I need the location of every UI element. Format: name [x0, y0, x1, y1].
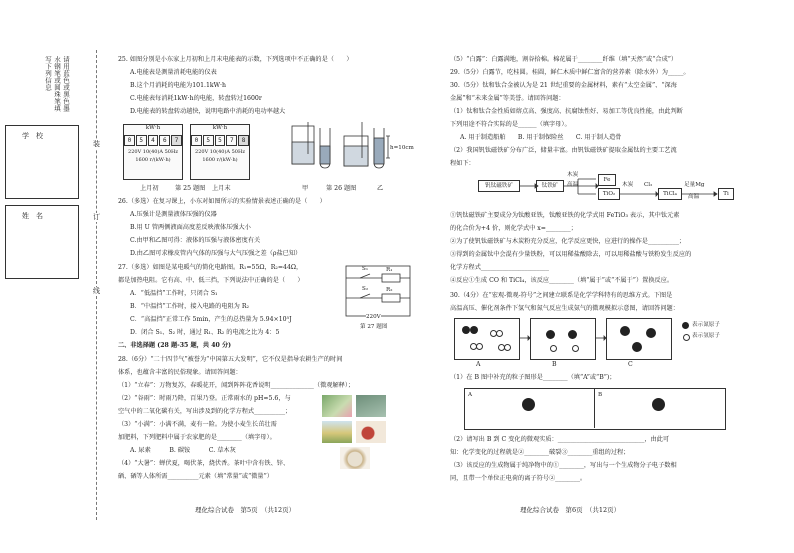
meter-digit: 0: [124, 135, 135, 146]
q31-answer-2: （2）请写出 B 到 C 变化的微观实质：____________________________，由此可: [450, 436, 670, 443]
circuit-r2: R₂: [386, 287, 393, 293]
reaction-arrows: [518, 333, 608, 343]
q27-option-a: A．“低温挡”工作时，只闭合 S₁: [130, 290, 218, 297]
meter-spec: 220V 10(40)A 50Hz: [195, 148, 245, 155]
meter-digit: 6: [159, 135, 170, 146]
page-footer-left: 理化综合试卷 第5页 （共12页）: [195, 506, 296, 514]
fig27-caption: 第 27 题图: [360, 324, 388, 330]
q29-line5: 下列用途不符合实际的是______（填字母）。: [450, 121, 571, 128]
hydrogen-atom: [496, 330, 503, 337]
season-photo-spring: [322, 395, 352, 417]
binding-mark-ding: 订: [93, 213, 100, 221]
season-photo-wheat: [322, 421, 352, 443]
q30-line2: 的化合价为+4 价，则化学式中 x=________；: [450, 225, 577, 232]
q28-item5: （5）“白露”：白露满地，割谷拾棉。棉花属于________纤维（填“天然”或“合成”）: [450, 56, 678, 63]
season-photo-tea: [340, 447, 370, 469]
q31-answer-1: （1）在 B 图中补充的粒子图形是________（填“A”或“B”)；: [450, 374, 616, 381]
panel-label-c: C: [628, 361, 633, 368]
meter-digit: 5: [136, 135, 147, 146]
q25-option-c: C.电能表每消耗1kW·h的电能，转盘转过1600r: [130, 95, 262, 102]
q26-option-b: B.用 U 管两侧液面高度差反映液体压强大小: [130, 224, 251, 231]
q29-options: A. 用于制造船舶 B. 用于制保险丝 C. 用于制人造骨: [460, 134, 622, 141]
margin-instructions: 请用蓝色或黑色墨水钢笔或圆珠笔填写下列信息: [44, 56, 70, 112]
nitrogen-atom: [652, 398, 665, 411]
meter-unit: kW·h: [145, 125, 161, 131]
q30-line1: ①钒钛磁铁矿主要成分为钛酸亚铁，钛酸亚铁的化学式用 FeTiO₃ 表示，其中钛元素: [450, 212, 680, 219]
q28-item2: （2）“谷雨”：时雨乃降，百果乃登。正常雨水的 pH≈5.6，与: [118, 395, 291, 402]
option-label-b: B: [598, 392, 603, 398]
electric-meter-start: [123, 124, 183, 180]
nitrogen-atom: [546, 330, 555, 339]
q25-option-a: A.电能表是测量消耗电能的仪表: [130, 69, 217, 76]
q26-option-a: A.压强计是测量液体压强的仪器: [130, 211, 217, 218]
q28-item3b: 加肥料，下列肥料中属于农家肥的是________（填字母）。: [118, 434, 276, 441]
season-photo-rain: [356, 395, 386, 417]
nitrogen-atom: [522, 398, 535, 411]
circuit-r1: R₁: [386, 267, 393, 273]
q28-item4b: 硒、硒等人体所需__________元素（填“常量”或“微量”）: [118, 473, 273, 480]
q31-answer-5: 同，且带一个单位正电荷的离子符号②________。: [450, 475, 587, 482]
q27-stem: 27.（多选）如图是某电暖气的简化电路图。R₁=55Ω，R₂=44Ω，: [118, 264, 303, 271]
binding-line: [96, 50, 97, 520]
meter-unit: kW·h: [212, 125, 228, 131]
school-field[interactable]: [5, 125, 79, 199]
molecule-panel-c: [606, 318, 672, 360]
flow-label: 高温: [567, 182, 579, 188]
season-photo-fruit: [356, 421, 386, 443]
q26-stem: 26.（多选）在复习课上，小东对如图所示的实验情景表述正确的是（ ）: [118, 198, 326, 205]
section-heading: 二、非选择题 (28 题-35 题，共 40 分): [118, 342, 232, 349]
option-label-a: A: [468, 392, 473, 398]
school-label: 学 校: [22, 132, 43, 140]
q31-answer-4: （3）该反应的生成物属于纯净物中的①________，写出与一个生成物分子电子数相: [450, 462, 677, 469]
meter-spec: 220V 10(40)A 50Hz: [128, 148, 178, 155]
hydrogen-atom: [550, 345, 557, 352]
flow-node-ticl4: TiCl₄: [658, 188, 682, 200]
ammonia-molecule: [646, 328, 656, 338]
panel-label-a: A: [476, 361, 481, 368]
flow-label: 木炭: [567, 172, 579, 178]
flow-node-tio2: TiO₂: [598, 188, 620, 200]
flow-node-ti: Ti: [718, 188, 734, 200]
q30-line3: ②为了使钒钛磁铁矿与木炭粉充分反应，化学反应更快，应进行的操作是__________；: [450, 238, 686, 245]
hydrogen-atom: [476, 343, 483, 350]
flow-node-fe: Fe: [598, 174, 616, 186]
q26-option-d: D.由乙图可求橡皮管内气体的压强与大气压强之差（ρ盐已知）: [130, 250, 302, 257]
legend-nitrogen-icon: [682, 322, 689, 329]
fig26-caption: 第 26 题图: [326, 185, 357, 192]
meter-caption-start: 上月初: [140, 185, 159, 192]
q28-options: A. 尿素 B. 碳铵 C. 草木灰: [130, 447, 236, 454]
q28-line2: 体系，也蕴含丰富的民俗现象。请回答问题：: [118, 369, 242, 376]
q29-line4: （1）钛和钛合金性质如熔点高、强度高、抗腐蚀性好、易加工等优良性能，由此判断: [450, 108, 683, 115]
circuit-s1: S₁: [362, 266, 369, 272]
fig26-label-a: 甲: [302, 185, 309, 192]
molecule-panel-a: [454, 318, 520, 360]
nitrogen-atom: [470, 326, 478, 334]
flow-label: 木炭: [622, 182, 634, 188]
binding-mark-xian: 线: [93, 287, 100, 295]
q31-answer-3: 知：化学变化的过程就是②________破裂③________重组的过程；: [450, 449, 630, 456]
panel-label-b: B: [552, 361, 557, 368]
circuit-voltage: 220V: [366, 314, 381, 320]
q28-item2b: 空气中的二氧化碳有关，写出涉及到的化学方程式__________；: [118, 408, 292, 415]
meter-digit: 7: [226, 135, 237, 146]
pressure-gauge-figure: [290, 118, 400, 180]
option-divider: [594, 388, 595, 428]
q31-line2: 高温高压、催化剂条件下氢气和氮气反应生成氨气的微观模拟示意图，请回答问题：: [450, 305, 679, 312]
flow-label: 高温: [688, 194, 700, 200]
legend-nitrogen: 表示氮原子: [692, 322, 720, 328]
electric-meter-end: [190, 124, 250, 180]
hydrogen-atom: [504, 344, 511, 351]
option-figure-box: [464, 388, 726, 430]
meter-digit: 0: [191, 135, 202, 146]
q25-option-b: B.这个月消耗的电能为101.1kW·h: [130, 82, 226, 89]
flow-label: Cl₂: [644, 182, 653, 188]
q27-option-c: C．“高温挡”正常工作 5min，产生的总热量为 5.94×10⁵J: [130, 316, 292, 323]
fig26-label-b: 乙: [377, 185, 384, 192]
name-label: 姓 名: [22, 212, 43, 220]
q28-line1: 28.（6分）“二十四节气”被誉为“中国第五大发明”，它不仅是指导农耕生产的时间: [118, 356, 343, 363]
q29-line1: 29.（5分）白露节，吃桂圆。桂圆，鲜仁木质中鲜仁富含的营养素（除水外）为_____。: [450, 69, 690, 76]
binding-mark-zhuang: 装: [93, 140, 100, 148]
legend-hydrogen: 表示氢原子: [692, 333, 720, 339]
flow-node-ore: 钒钛磁铁矿: [478, 180, 520, 192]
q25-option-d: D.电能表的转盘转动越快，说明电路中消耗的电功率越大: [130, 108, 286, 115]
ammonia-molecule: [620, 326, 630, 336]
meter-digit: 4: [148, 135, 159, 146]
meter-digit: 8: [238, 135, 249, 146]
nitrogen-atom: [568, 330, 577, 339]
ammonia-molecule: [632, 342, 642, 352]
page-footer-right: 理化综合试卷 第6页 （共12页）: [520, 506, 621, 514]
q29-line3: 金属”和“未来金属”等美誉。请回答问题：: [450, 95, 565, 102]
q28-item3: （3）“小满”：小满不满，麦有一险。为使小麦生长茁壮需: [118, 421, 277, 428]
q28-item4: （4）“大暑”：蝉伏夏，喝伏茶，烧伏香。茶叶中含有铁、锌、: [118, 460, 290, 467]
q30-line4: ③得到的金属钛中会混有少量铁粉，可以用稀盐酸除去，可以用稀盐酸与铁粉发生反应的: [450, 251, 692, 258]
q25-stem: 25. 如图分别是小东家上月初和上月末电能表的示数，下列选项中不正确的是（ ）: [118, 56, 353, 63]
q27-option-b: B．“中温挡”工作时，接入电路的电阻为 R₂: [130, 303, 249, 310]
flow-node-ilmenite: 钛铁矿: [536, 180, 564, 192]
q27-option-d: D．闭合 S₁、S₂ 时，通过 R₁、R₂ 的电流之比为 4：5: [130, 329, 280, 336]
meter-revs: 1600 r/(kW·h): [202, 157, 238, 164]
legend-hydrogen-icon: [683, 334, 690, 341]
nitrogen-atom: [462, 326, 470, 334]
q30-line6: ④反应①生成 CO 和 TiCl₄，该反应________（填“属于”或“不属于”）置换反应。: [450, 277, 674, 284]
q29-line6: （2）我国钒钛磁铁矿分布广泛，储量丰富。由钒钛磁铁矿提取金属钛的主要工艺流: [450, 147, 677, 154]
fig26-h-label: h=10cm: [390, 145, 414, 151]
fig25-caption: 第 25 题图: [175, 185, 206, 192]
meter-digit: 5: [203, 135, 214, 146]
meter-caption-end: 上月末: [212, 185, 231, 192]
flow-arrows: [518, 176, 718, 206]
meter-digit: 5: [215, 135, 226, 146]
name-field[interactable]: [5, 205, 79, 279]
meter-digit: 7: [171, 135, 182, 146]
q26-option-c: C.由甲和乙图可得：液体的压强与液体密度有关: [130, 237, 261, 244]
meter-revs: 1600 r/(kW·h): [135, 157, 171, 164]
q29-line2: 30.（5分）钛和钛合金被认为是 21 世纪重要的金属材料，素有“太空金属”、“深海: [450, 82, 677, 89]
q31-line1: 30.（4分）在“宏观-微观-符号”之间建立联系是化学学科特有的思维方式。下图是: [450, 292, 673, 299]
flow-label: 足量Mg: [684, 182, 705, 188]
q28-item1: （1）“立春”：万物复苏，春暖花开，闻到阵阵花香说明______________（微观解释）；: [118, 382, 355, 389]
hydrogen-atom: [572, 345, 579, 352]
q27-stem-2: 都是加热电阻。它有高、中、低三挡，下列说法中正确的是（ ）: [118, 277, 304, 284]
q30-line5: 化学方程式______________________: [450, 264, 549, 271]
circuit-s2: S₂: [362, 286, 369, 292]
q29-line7: 程如下：: [450, 160, 475, 167]
